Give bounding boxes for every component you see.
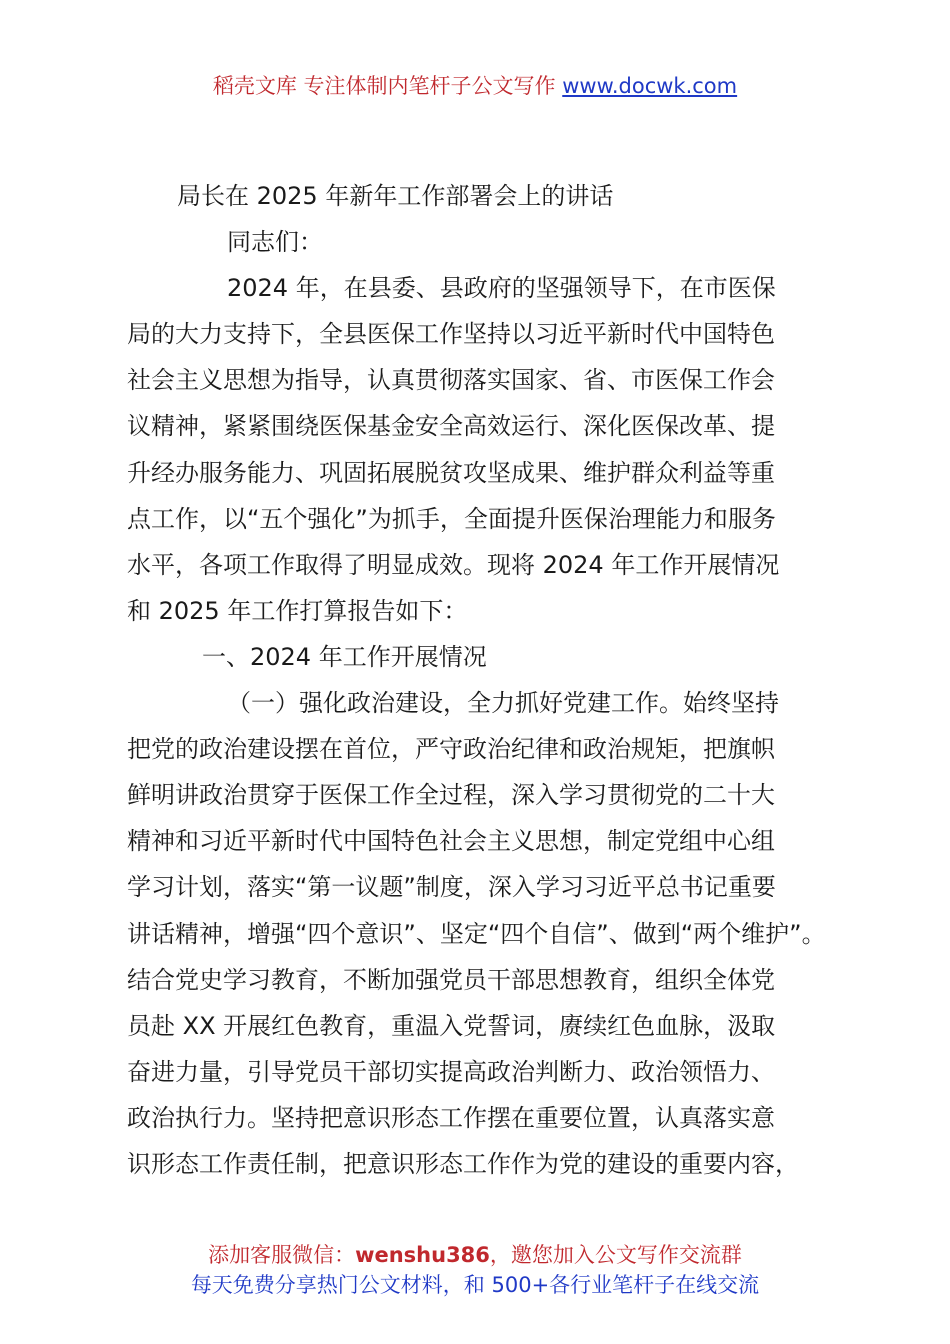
- footer-contact-prefix: 添加客服微信：: [208, 1243, 356, 1267]
- site-link[interactable]: www.docwk.com: [562, 74, 738, 98]
- footer-contact-suffix: ，邀您加入公文写作交流群: [489, 1243, 742, 1267]
- document-title: 局长在 2025 年新年工作部署会上的讲话: [177, 182, 614, 210]
- paragraph-line: 讲话精神，增强“四个意识”、坚定“四个自信”、做到“两个维护”。: [127, 919, 826, 948]
- paragraph-line: 社会主义思想为指导，认真贯彻落实国家、省、市医保工作会: [127, 366, 775, 395]
- wechat-id: wenshu386: [355, 1243, 490, 1267]
- paragraph-line: 点工作，以“五个强化”为抓手，全面提升医保治理能力和服务: [127, 504, 776, 533]
- paragraph-line: 升经办服务能力、巩固拓展脱贫攻坚成果、维护群众利益等重: [127, 458, 775, 487]
- paragraph-line: 识形态工作责任制，把意识形态工作作为党的建设的重要内容，: [127, 1149, 799, 1178]
- paragraph-line: 政治执行力。坚持把意识形态工作摆在重要位置，认真落实意: [127, 1103, 775, 1132]
- subsection-heading: （一）强化政治建设，全力抓好党建工作。始终坚持: [227, 689, 779, 718]
- paragraph-line: 精神和习近平新时代中国特色社会主义思想，制定党组中心组: [127, 827, 775, 856]
- header-banner: [0, 70, 950, 100]
- paragraph-line: 员赴 XX 开展红色教育，重温入党誓词，赓续红色血脉，汲取: [127, 1011, 776, 1040]
- paragraph-line: 水平，各项工作取得了明显成效。现将 2024 年工作开展情况: [127, 550, 780, 579]
- document-body: [127, 173, 827, 1187]
- footer-contact-line: [0, 1240, 950, 1270]
- paragraph-line: 学习计划，落实“第一议题”制度，深入学习习近平总书记重要: [127, 873, 776, 902]
- footer-promo-line: 每天免费分享热门公文材料，和 500+各行业笔杆子在线交流: [190, 1273, 760, 1297]
- paragraph-line: 和 2025 年工作打算报告如下：: [127, 596, 468, 625]
- paragraph-line: 结合党史学习教育，不断加强党员干部思想教育，组织全体党: [127, 965, 775, 994]
- paragraph-line: 议精神，紧紧围绕医保基金安全高效运行、深化医保改革、提: [127, 412, 775, 441]
- paragraph-line: 局的大力支持下，全县医保工作坚持以习近平新时代中国特色: [127, 320, 775, 349]
- paragraph-line: 鲜明讲政治贯穿于医保工作全过程，深入学习贯彻党的二十大: [127, 781, 775, 810]
- section-heading: 一、2024 年工作开展情况: [202, 642, 487, 671]
- paragraph-line: 把党的政治建设摆在首位，严守政治纪律和政治规矩，把旗帜: [127, 735, 775, 764]
- paragraph-line: 奋进力量，引导党员干部切实提高政治判断力、政治领悟力、: [127, 1057, 775, 1086]
- paragraph-line: 2024 年，在县委、县政府的坚强领导下，在市医保: [227, 274, 776, 303]
- footer-banner: [0, 1240, 950, 1300]
- brand-text: 稻壳文库 专注体制内笔杆子公文写作: [212, 74, 556, 98]
- salutation: 同志们：: [227, 228, 323, 257]
